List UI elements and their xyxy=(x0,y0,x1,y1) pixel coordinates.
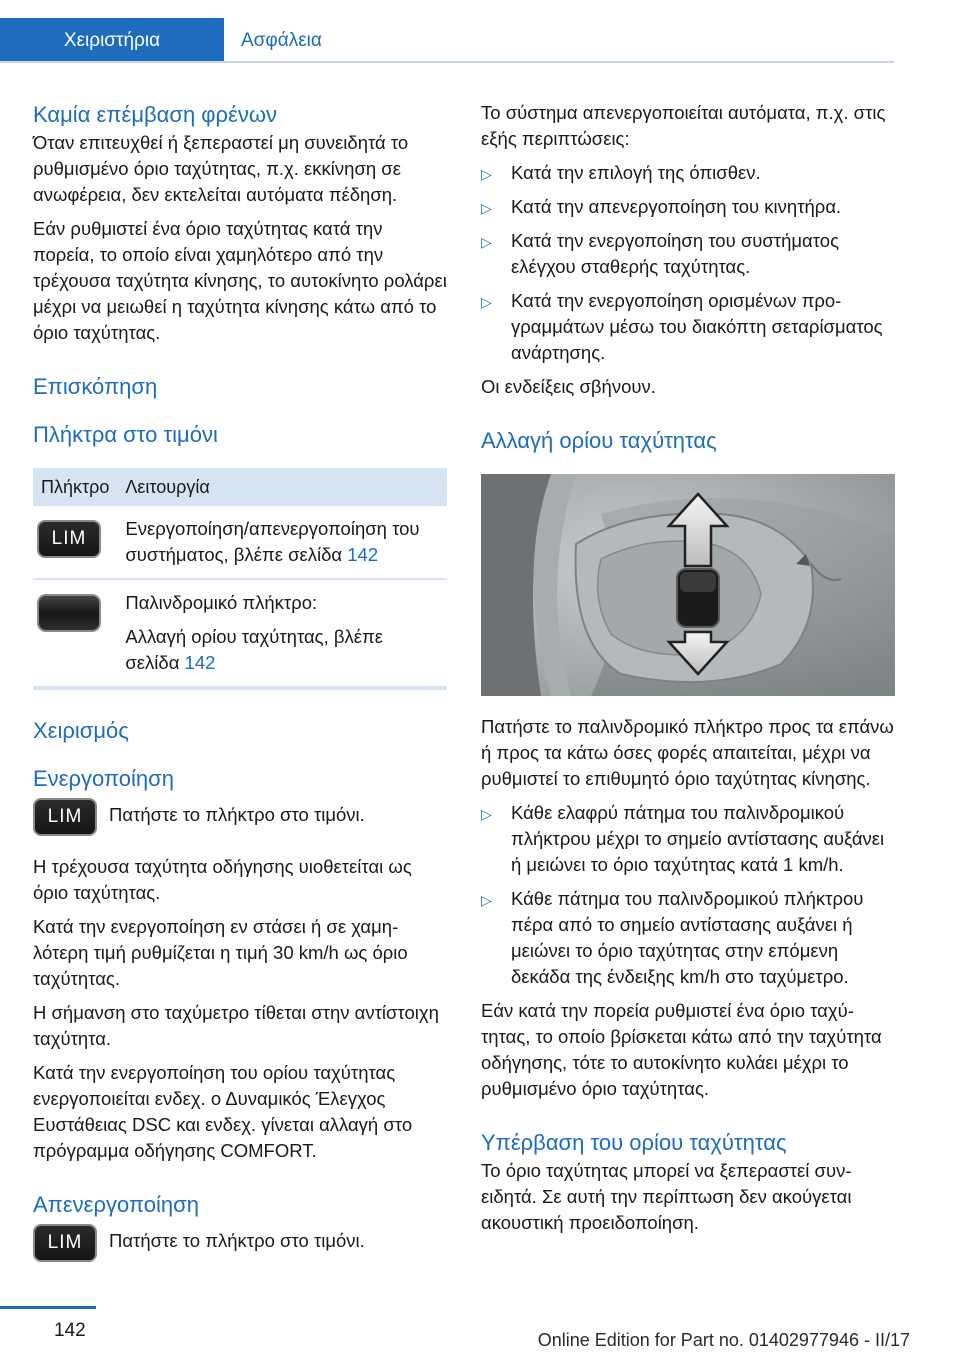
paragraph: Εάν ρυθμιστεί ένα όριο ταχύτητας κατά την πορεία, το οποίο είναι χαμηλότερο από την τρέχουσα ταχύτητα κίνησης, το αυτοκίνητο ρολάρει μέχρι να μειωθεί η ταχύτητα κίνησης κάτω από το όριο ταχύτητας. xyxy=(33,218,447,343)
heading-deactivation: Απενεργοποίηση xyxy=(33,1192,199,1217)
paragraph: Κατά την ενεργοποίηση του ορίου ταχύτητας ενεργοποιείται ενδεχ. ο Δυναμικός Έλεγχος Ευστάθειας DSC και ενδεχ. γίνεται αλλαγή στο πρόγραμμα οδήγησης COMFORT. xyxy=(33,1062,413,1161)
heading-exceed-limit: Υπέρβαση του ορίου ταχύτητας xyxy=(481,1130,787,1155)
lim-button-icon: LIM xyxy=(37,520,101,558)
heading-overview: Επισκόπηση xyxy=(33,374,158,399)
heading-activation: Ενεργοποίηση xyxy=(33,766,174,791)
triangle-bullet-icon: ▷ xyxy=(481,892,492,908)
list-item: ▷ Κατά την ενεργοποίηση ορισμένων προγραμμάτων μέσω του διακόπτη σεταρίσματος ανάρτησης. xyxy=(481,290,883,363)
triangle-bullet-icon: ▷ xyxy=(481,234,492,250)
buttons-table xyxy=(33,468,447,690)
list-item: ▷ Κάθε ελαφρύ πάτημα του παλινδρομικού πλήκτρου μέχρι το σημείο αντίστασης αυξάνει ή μειώνει το όριο ταχύτητας κατά 1 km/h. xyxy=(481,802,885,875)
paragraph: Όταν επιτευχθεί ή ξεπεραστεί μη συνειδητά το ρυθμισμένο όριο ταχύτητας, π.χ. εκκίνηση σε ανωφέρεια, δεν εκτελείται αυτόματα πέδηση. xyxy=(33,132,409,205)
page-link[interactable]: 142 xyxy=(347,544,379,565)
triangle-bullet-icon: ▷ xyxy=(481,294,492,310)
lim-button-icon: LIM xyxy=(33,1224,97,1262)
rocker-switch-icon xyxy=(37,594,101,632)
triangle-bullet-icon: ▷ xyxy=(481,806,492,822)
lim-button-icon: LIM xyxy=(33,798,97,836)
paragraph: Οι ενδείξεις σβήνουν. xyxy=(481,376,656,397)
tab-divider xyxy=(0,61,894,63)
paragraph: Κατά την ενεργοποίηση εν στάσει ή σε χαμηλότερη τιμή ρυθμίζεται η τιμή 30 km/h ως όριο ταχύτητας. xyxy=(33,916,408,989)
table-row xyxy=(33,579,447,688)
triangle-bullet-icon: ▷ xyxy=(481,200,492,216)
list-item: ▷ Κατά την ενεργοποίηση του συστήματος ελέγχου σταθερής ταχύτητας. xyxy=(481,230,840,277)
table-row xyxy=(33,506,447,579)
triangle-bullet-icon: ▷ xyxy=(481,166,492,182)
paragraph: Πατήστε το πλήκτρο στο τιμόνι. xyxy=(109,1230,365,1251)
list-item: ▷ Κατά την επιλογή της όπισθεν. xyxy=(481,160,895,186)
change-limit-list xyxy=(481,800,895,990)
list-item: ▷ Κάθε πάτημα του παλινδρομικού πλήκτρου πέρα από το σημείο αντίστασης αυξάνει ή μειώνει το όριο ταχύτητας στην επόμενη δεκάδα της ένδειξης km/h στο ταχύμετρο. xyxy=(481,888,864,987)
paragraph: Πατήστε το παλινδρομικό πλήκτρο προς τα επάνω ή προς τα κάτω όσες φορές απαιτείται, μέχρι να ρυθμιστεί το επιθυμητό όριο ταχύτητας κίνησης. xyxy=(481,716,894,789)
left-column xyxy=(33,100,447,1262)
page-number: 142 xyxy=(54,1320,86,1341)
row-text: Αλλαγή ορίου ταχύτητας, βλέπε σελίδα xyxy=(125,626,384,673)
row-text: Παλινδρομικό πλήκτρο: xyxy=(125,592,318,613)
heading-change-limit: Αλλαγή ορίου ταχύτητας xyxy=(481,428,717,453)
tab-safety[interactable]: Ασφάλεια xyxy=(224,18,894,62)
paragraph: Η σήμανση στο ταχύμετρο τίθεται στην αντίστοιχη ταχύτητα. xyxy=(33,1002,439,1049)
table-header-key: Πλήκτρο xyxy=(33,468,117,506)
heading-no-brake: Καμία επέμβαση φρένων xyxy=(33,102,278,127)
steering-wheel-rocker-photo xyxy=(481,474,895,696)
paragraph: Εάν κατά την πορεία ρυθμιστεί ένα όριο ταχύτητας, το οποίο βρίσκεται κάτω από την ταχύτητα οδήγησης, τότε το αυτοκίνητο κυλάει μέχρι το ρυθμισμένο όριο ταχύτητας. xyxy=(481,1000,882,1099)
row-text: Ενεργοποίηση/απενεργοποίηση του συστήματος, βλέπε σελίδα xyxy=(125,518,420,565)
heading-wheel-buttons: Πλήκτρα στο τιμόνι xyxy=(33,422,218,447)
paragraph: Η τρέχουσα ταχύτητα οδήγησης υιοθετείται ως όριο ταχύτητας. xyxy=(33,856,412,903)
heading-operation: Χειρισμός xyxy=(33,718,129,743)
paragraph: Πατήστε το πλήκτρο στο τιμόνι. xyxy=(109,804,365,825)
page-link[interactable]: 142 xyxy=(184,652,216,673)
tab-controls[interactable]: Χειριστήρια xyxy=(0,18,224,62)
page-number-rule xyxy=(0,1306,96,1309)
table-header-function: Λειτουργία xyxy=(117,468,447,506)
list-item: ▷ Κατά την απενεργοποίηση του κινητήρα. xyxy=(481,194,895,220)
right-column xyxy=(481,100,895,1236)
paragraph: Το σύστημα απενεργοποιείται αυτόματα, π.χ. στις εξής περιπτώσεις: xyxy=(481,102,886,149)
paragraph: Το όριο ταχύτητας μπορεί να ξεπεραστεί συνειδητά. Σε αυτή την περίπτωση δεν ακούγεται ακουστική προειδοποίηση. xyxy=(481,1160,852,1233)
footer-edition: Online Edition for Part no. 01402977946 - II/17 xyxy=(537,1330,910,1350)
auto-deactivation-list xyxy=(481,160,895,366)
section-tabs xyxy=(0,18,894,62)
